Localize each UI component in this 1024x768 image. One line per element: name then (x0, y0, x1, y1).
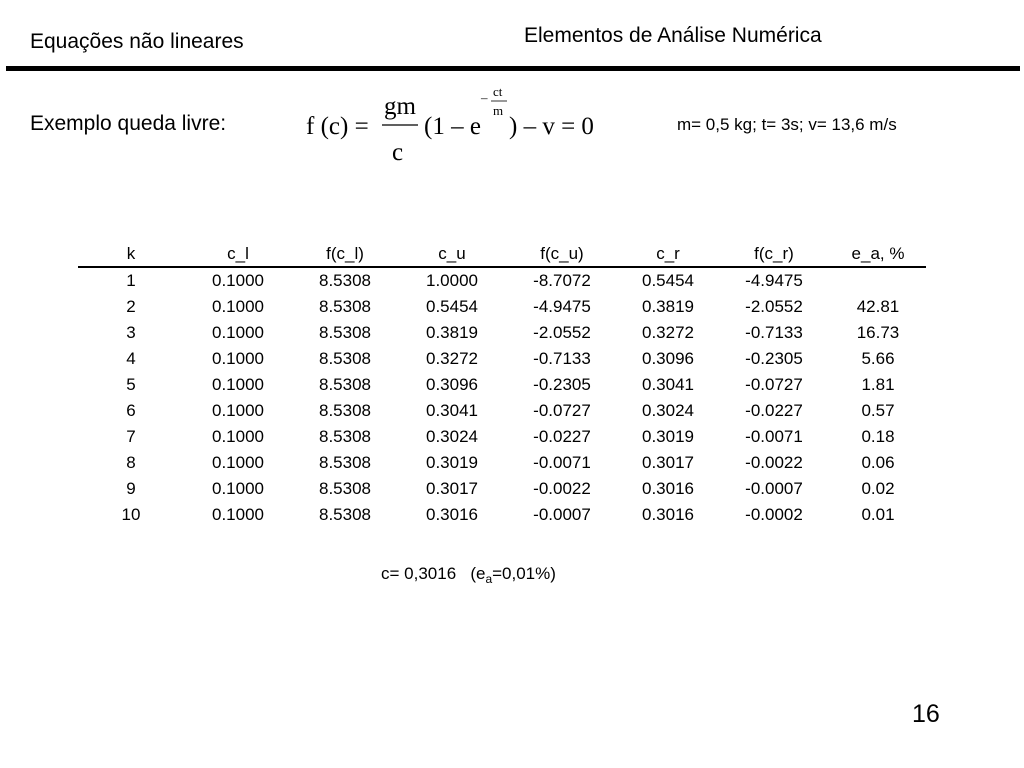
table-cell: 0.5454 (426, 297, 478, 316)
result-text (381, 564, 556, 584)
table-cell: 0.1000 (212, 453, 264, 472)
formula-exp-sign: – (481, 90, 488, 105)
table-cell: 0.01 (861, 505, 895, 524)
bisection-table (78, 242, 926, 528)
column-header: c_u (438, 244, 466, 263)
table-cell: 0.3019 (426, 453, 478, 472)
table-cell: 1.81 (861, 375, 895, 394)
table-row (78, 346, 926, 372)
table-cell: 10 (121, 505, 141, 524)
table-cell: 0.3041 (426, 401, 478, 420)
table-cell: 0.1000 (212, 375, 264, 394)
table-cell: -2.0552 (533, 323, 591, 342)
column-header: k (126, 244, 136, 263)
formula-exp-numerator: ct (493, 84, 503, 99)
table-cell: 5.66 (861, 349, 895, 368)
table-row (78, 372, 926, 398)
result-subscript: a (485, 572, 493, 586)
table-cell: -0.0071 (533, 453, 591, 472)
parameters-text: m= 0,5 kg; t= 3s; v= 13,6 m/s (677, 115, 897, 134)
table-cell: 1 (126, 271, 136, 290)
result-prefix: c= 0,3016 (e (381, 564, 486, 583)
table-cell: 0.3016 (426, 505, 478, 524)
table-cell (830, 267, 926, 294)
table-cell: -0.0227 (533, 427, 591, 446)
table-cell: 8.5308 (319, 505, 371, 524)
table-row (78, 450, 926, 476)
table-cell: 0.1000 (212, 427, 264, 446)
table-row (78, 294, 926, 320)
table-cell: 8.5308 (319, 401, 371, 420)
table-cell: -0.0022 (745, 453, 803, 472)
result-suffix: =0,01%) (492, 564, 556, 583)
table-cell: 0.3819 (426, 323, 478, 342)
column-header: e_a, % (851, 244, 905, 263)
table-cell: 1.0000 (426, 271, 478, 290)
table-cell: 0.57 (861, 401, 895, 420)
formula-denominator: c (392, 139, 404, 166)
table-cell: 0.06 (861, 453, 895, 472)
formula-tail: ) – v = 0 (509, 113, 594, 140)
table-cell: 0.3096 (426, 375, 478, 394)
table-cell: 7 (126, 427, 136, 446)
table-cell: -0.7133 (533, 349, 591, 368)
table-cell: 9 (126, 479, 136, 498)
formula-paren-open: (1 – e (424, 113, 481, 140)
table-cell: 8.5308 (319, 375, 371, 394)
column-header: f(c_u) (540, 244, 584, 263)
table-cell: -2.0552 (745, 297, 803, 316)
column-header: f(c_r) (754, 244, 794, 263)
table-cell: -4.9475 (745, 271, 803, 290)
table-cell: 8 (126, 453, 136, 472)
table-row (78, 320, 926, 346)
table-cell: 8.5308 (319, 479, 371, 498)
table-row (78, 424, 926, 450)
table-cell: -0.0007 (533, 505, 591, 524)
formula-lhs: f (c) = (306, 113, 369, 140)
table-cell: 0.3017 (426, 479, 478, 498)
table-cell: -0.0071 (745, 427, 803, 446)
table-cell: 0.3024 (642, 401, 694, 420)
table-cell: 6 (126, 401, 136, 420)
table-row (78, 398, 926, 424)
table-cell: -0.2305 (533, 375, 591, 394)
table-cell: 16.73 (856, 323, 900, 342)
example-label: Exemplo queda livre: (30, 112, 227, 135)
table-cell: 3 (126, 323, 136, 342)
table-cell: 0.1000 (212, 401, 264, 420)
table-cell: 0.1000 (212, 323, 264, 342)
section-title: Equações não lineares (30, 30, 244, 53)
header-divider (6, 66, 1020, 71)
page-number: 16 (912, 700, 940, 728)
table-row (78, 502, 926, 528)
table-cell: 0.1000 (212, 505, 264, 524)
table-cell: 0.18 (861, 427, 895, 446)
table-cell: -0.0727 (533, 401, 591, 420)
table-cell: -0.0727 (745, 375, 803, 394)
column-header: c_r (656, 244, 680, 263)
table-cell: 5 (126, 375, 136, 394)
table-cell: 0.3819 (642, 297, 694, 316)
free-fall-formula (300, 82, 620, 172)
table-cell: 0.3272 (642, 323, 694, 342)
table-cell: 0.3019 (642, 427, 694, 446)
column-header: c_l (227, 244, 249, 263)
course-title: Elementos de Análise Numérica (524, 24, 822, 47)
table-cell: 8.5308 (319, 349, 371, 368)
table-cell: 0.1000 (212, 297, 264, 316)
formula-numerator: gm (384, 93, 416, 120)
table-cell: -8.7072 (533, 271, 591, 290)
table-cell: 0.3041 (642, 375, 694, 394)
table-cell: 0.1000 (212, 479, 264, 498)
table-cell: 8.5308 (319, 297, 371, 316)
table-cell: 42.81 (856, 297, 900, 316)
table-cell: 0.02 (861, 479, 895, 498)
table-cell: 0.3096 (642, 349, 694, 368)
table-cell: -0.7133 (745, 323, 803, 342)
table-cell: 0.3272 (426, 349, 478, 368)
formula-exp-denominator: m (493, 103, 504, 118)
table-cell: 2 (126, 297, 136, 316)
table-cell: 0.5454 (642, 271, 694, 290)
table-cell: 0.1000 (212, 271, 264, 290)
table-row (78, 267, 926, 294)
table-cell: 8.5308 (319, 271, 371, 290)
column-header: f(c_l) (326, 244, 364, 263)
table-row (78, 476, 926, 502)
table-header-row (78, 242, 926, 267)
table-cell: 0.3016 (642, 505, 694, 524)
table-cell: 8.5308 (319, 453, 371, 472)
table-cell: -0.2305 (745, 349, 803, 368)
table-cell: -4.9475 (533, 297, 591, 316)
table-cell: 8.5308 (319, 323, 371, 342)
table-cell: 4 (126, 349, 136, 368)
table-cell: 0.1000 (212, 349, 264, 368)
table-cell: -0.0022 (533, 479, 591, 498)
table-cell: -0.0007 (745, 479, 803, 498)
table-cell: 0.3016 (642, 479, 694, 498)
table-cell: 8.5308 (319, 427, 371, 446)
table-cell: 0.3017 (642, 453, 694, 472)
table-cell: 0.3024 (426, 427, 478, 446)
table-cell: -0.0227 (745, 401, 803, 420)
table-cell: -0.0002 (745, 505, 803, 524)
